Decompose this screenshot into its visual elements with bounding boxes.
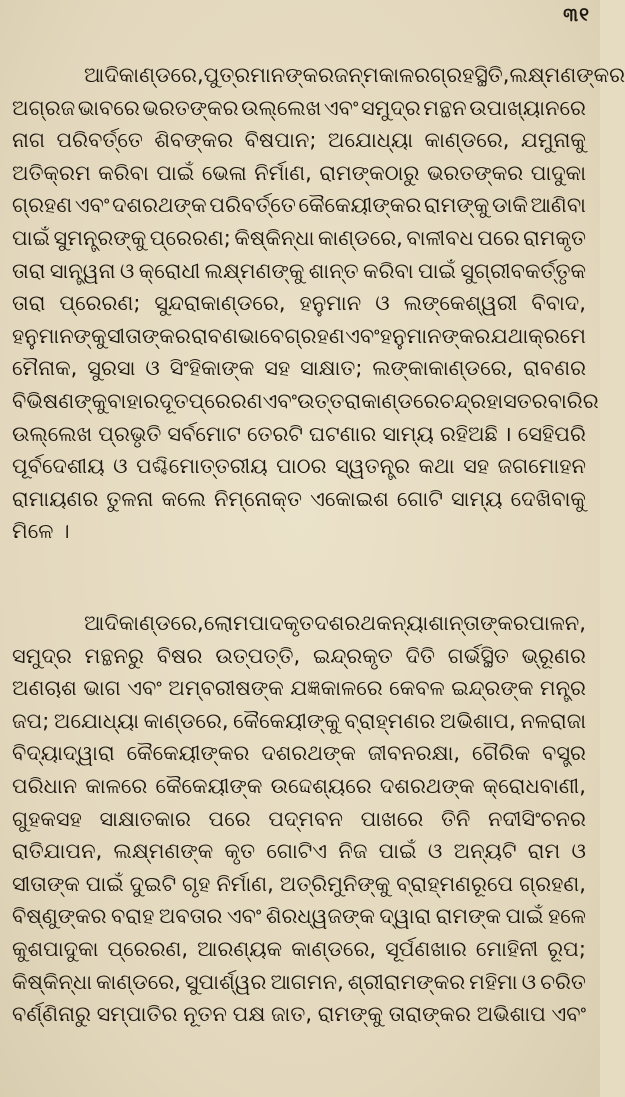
word: ଘଟଣାର: [308, 421, 377, 446]
word: କିଷ୍କିନ୍ଧା: [234, 226, 315, 250]
word: ତରବାରିର: [516, 389, 599, 413]
word: ଭାଗ: [83, 676, 121, 701]
word: ଉତ୍ତରାକାଣ୍ଡରେ: [297, 389, 440, 413]
word: ମହିମା: [469, 969, 518, 994]
word: ସହ: [264, 356, 291, 381]
word: ବିଦ୍ୟାଦ୍ୱାରା: [12, 741, 115, 766]
word: ମନ୍ତ୍ର: [539, 676, 586, 701]
word: ସମ୍ପାତିର: [96, 1002, 178, 1027]
word: ଦଶରଥଙ୍କ: [379, 774, 475, 798]
word: ରହିଅଛି: [439, 421, 498, 446]
word: ପାଇଁ: [417, 258, 456, 283]
word: ମନ୍ଥନରୁ: [84, 643, 144, 668]
word: ରାମଙ୍କ: [435, 904, 502, 929]
word: ଆଣିବା: [530, 193, 586, 218]
word: ଓ: [571, 839, 586, 864]
word: ଶାନ୍ତାଙ୍କର: [428, 611, 529, 635]
word: ରାମଙ୍କଠାରୁ: [319, 160, 420, 185]
text-line: [0, 804, 600, 834]
word: ପ୍ରେରଣ;: [59, 291, 141, 316]
word: କାଣ୍ଡରେ,: [143, 708, 229, 733]
word: ନିର୍ମାଣ,: [216, 871, 274, 896]
word: ଅଯୋଧ୍ୟା: [327, 128, 414, 153]
word: ସାକ୍ଷାତ;: [300, 356, 363, 381]
word: ବିଭିଷଣଙ୍କୁ: [12, 389, 108, 413]
word: ବସ୍ତ୍ର: [542, 741, 586, 766]
text-line: [0, 158, 600, 188]
word: ସାମ୍ୟ: [450, 486, 503, 511]
word: ଚରିତ: [540, 969, 586, 994]
word: ପକ୍ଷ: [232, 1002, 266, 1027]
word: ବାହାର: [107, 389, 160, 413]
word: ରାମଙ୍କୁ: [317, 1002, 383, 1027]
word: ପାଠର: [276, 454, 327, 479]
text-line: [0, 641, 600, 671]
word: ଅଭିଶାପ,: [439, 708, 516, 733]
word: ସୁନ୍ଦରାକାଣ୍ଡରେ,: [154, 291, 286, 316]
word: ସହ: [463, 454, 490, 479]
word: ଭ୍ରୂଣର: [521, 643, 586, 668]
text-line: [0, 451, 600, 481]
word: ଅତିକ୍ରମ: [12, 160, 91, 185]
word: କରିବା: [363, 258, 414, 283]
word: ନଦୀସିଂଚନର: [488, 806, 586, 831]
word: ଅଯୋଧ୍ୟା: [53, 708, 140, 733]
word: ବ୍ରାହ୍ମଣରୂପେ: [396, 871, 514, 896]
word: ନିମ୍ନୋକ୍ତ: [213, 486, 303, 511]
word: ଅବତାର: [158, 904, 223, 929]
word: ନାଗ: [12, 128, 46, 153]
word: ଲକ୍ଷ୍ମଣଙ୍କୁ: [204, 258, 305, 283]
word: ପ୍ରେରଣ: [188, 389, 263, 413]
word: ତାରାଙ୍କର: [388, 1002, 471, 1027]
word: ସାନ୍ତ୍ୱନା: [49, 258, 116, 283]
word: କୃତ: [224, 839, 256, 864]
word: ବାଳୀବଧ: [406, 226, 474, 250]
text-line: [0, 999, 600, 1029]
text-line: [0, 836, 600, 866]
word: ଯଥାକ୍ରମେ: [490, 323, 586, 348]
word: ଗ୍ରହଣ: [12, 193, 73, 218]
word: ସମୁଦ୍ର: [360, 95, 421, 120]
word: ତିନି: [440, 806, 471, 831]
word: କରିବା: [98, 160, 149, 185]
word: ପାଇଁ: [505, 904, 544, 929]
word: ଗ୍ରହଣ: [284, 323, 345, 348]
word: ବିଷ୍ଣୁଙ୍କର: [12, 904, 107, 929]
word: ଏବଂ: [226, 904, 262, 929]
word: ହନୁମାନ: [299, 291, 362, 316]
word: ଯମୁନାକୁ: [520, 128, 586, 153]
word: ବର୍ଣ୍ଣିନାରୁ: [12, 1002, 91, 1027]
word: ନଳରାଜା: [520, 708, 586, 733]
word: ଲକ୍ଷ୍ମଣଙ୍କର: [509, 63, 625, 87]
word: ସୁମନ୍ତ୍ରଙ୍କୁ: [53, 226, 147, 250]
word: କ୍ରୋଧବାଣୀ,: [482, 774, 586, 798]
word: ଦ୍ୱାରା: [379, 904, 432, 929]
word: ଦଶରଥଙ୍କ: [112, 193, 207, 218]
word: ମୋହିନୀ: [475, 937, 539, 961]
text-line: [0, 934, 600, 964]
word: ଅଣଚାଶ: [12, 676, 77, 701]
text-line: [0, 771, 600, 801]
word: ରାବଣର: [523, 356, 586, 381]
word: ଡାକି: [492, 193, 528, 218]
text-line: [0, 125, 600, 155]
text-line: ମିଳେ ।: [12, 519, 70, 544]
word: ଓ: [375, 291, 390, 316]
word: ଶିରଧ୍ୱଜଙ୍କ: [265, 904, 375, 929]
word: ଜନ୍ମକାଳର: [334, 63, 431, 87]
word: ଗୃହ: [182, 871, 211, 896]
word: କନ୍ୟା: [376, 611, 429, 635]
word: ପୁତ୍ରମାନଙ୍କର: [203, 63, 335, 87]
word: ଗୈରିକ: [472, 741, 531, 766]
word: ପାଇଁ: [85, 871, 124, 896]
word: ଜପ;: [12, 708, 50, 733]
word: ତେରଟି: [246, 421, 303, 446]
text-line: [0, 256, 600, 286]
word: ପ୍ରେରଣ;: [149, 226, 231, 250]
word: ରାମକୃତ: [523, 226, 586, 250]
word: କଥା: [418, 454, 455, 479]
word: ଦୁଇଟି: [129, 871, 177, 896]
word: ଇନ୍ଦ୍ରକୃତ: [312, 643, 393, 668]
word: ଏବଂ: [74, 193, 110, 218]
word: ଗୋଟି: [396, 486, 443, 511]
word: ଏବଂ: [551, 1002, 586, 1027]
word: କୁଶପାଦୁକା: [12, 937, 99, 961]
word: ଗ୍ରହସ୍ଥିତି,: [430, 63, 510, 87]
word: ଅଭିଶାପ: [476, 1002, 546, 1027]
word: ଏକୋଇଶ: [310, 486, 389, 511]
word: ସୂର୍ପଣଖାର: [385, 937, 467, 961]
word: କୈକେୟୀଙ୍କୁ: [233, 708, 340, 733]
word: ଓ: [427, 839, 443, 864]
word: ପଦ୍ମବନ: [268, 806, 343, 831]
word: ଦିତି: [405, 643, 435, 668]
word: ଉଲ୍ଲେଖ: [12, 421, 93, 446]
word: ବ୍ରାହ୍ମଣର: [344, 708, 436, 733]
word: ଉତ୍ପତ୍ତି,: [215, 643, 301, 668]
word: କେବଳ: [389, 676, 445, 701]
word: କାଳରେ: [85, 774, 148, 798]
word: ପାଦୁକା: [530, 160, 586, 185]
word: ହଳେ: [548, 904, 586, 929]
text-line: [0, 288, 600, 318]
word: ଲକ୍ଷ୍ମଣଙ୍କ: [113, 839, 214, 864]
word: ଅମ୍ବରୀଷଙ୍କ: [168, 676, 284, 701]
word: ଲୋମପାଦକୃତ: [203, 611, 315, 635]
word: କାଣ୍ଡରେ,: [291, 937, 377, 961]
word: ପାଳନ,: [529, 611, 586, 635]
word: ରାମଙ୍କୁ: [424, 193, 490, 218]
text-line: [0, 738, 600, 768]
word: ମୈନାକ,: [12, 356, 78, 381]
word: ଦୂତ: [159, 389, 189, 413]
word: ଗ୍ରହଣ,: [519, 871, 586, 896]
word: ସେହିପରି: [517, 421, 586, 446]
word: ବିଷର: [156, 643, 203, 668]
text-line: [0, 223, 600, 253]
word: ସ୍ୱତନ୍ତ୍ର: [335, 454, 411, 479]
word: ଆଦିକାଣ୍ଡରେ,: [84, 63, 204, 87]
word: ଏବଂ: [345, 323, 380, 348]
word: ଏବଂ: [323, 95, 359, 120]
word: ପରେ: [477, 226, 520, 250]
text-line: [0, 967, 600, 997]
word: ରାତିଯାପନ,: [12, 839, 103, 864]
text-line: [0, 608, 600, 638]
word: ପରିବର୍ତ୍ତେ: [56, 128, 143, 153]
word: ଦଶରଥ: [314, 611, 377, 635]
text-line: [0, 869, 600, 899]
word: ଗୁହକସହ: [12, 806, 82, 831]
word: ସୁରସା: [87, 356, 136, 381]
word: କିଷ୍କିନ୍ଧା: [12, 969, 93, 994]
word: ପଶ୍ଚିମୋତ୍ତରୀୟ: [136, 454, 268, 479]
word: ସମୁଦ୍ର: [12, 643, 72, 668]
word: ସୁପାର୍ଶ୍ୱର: [184, 969, 267, 994]
word: ଭେଳା: [201, 160, 247, 185]
word: ମନ୍ଥନ: [423, 95, 467, 120]
word: ରୂପ;: [547, 937, 586, 961]
word: କଲେ: [161, 486, 206, 511]
text-line: [0, 321, 600, 351]
word: କାଣ୍ଡରେ,: [424, 128, 510, 153]
word: ସାକ୍ଷାତକାର: [99, 806, 191, 831]
text-line: [0, 386, 600, 416]
word: ଭରତଙ୍କର: [142, 95, 239, 120]
word: ଦେଖିବାକୁ: [510, 486, 586, 511]
word: ପୂର୍ବଦେଶୀୟ: [12, 454, 105, 479]
text-line: [0, 93, 600, 123]
word: ଲଙ୍କେଶ୍ୱରୀ: [403, 291, 518, 316]
word: ଲଙ୍କାକାଣ୍ଡରେ,: [372, 356, 514, 381]
word: ଆରଣ୍ୟକ: [197, 937, 283, 961]
word: କୈକେୟୀଙ୍କ: [155, 774, 263, 798]
word: ଇନ୍ଦ୍ରଙ୍କ: [451, 676, 534, 701]
word: ସାମ୍ୟ: [382, 421, 434, 446]
word: ଜୀବନରକ୍ଷା,: [367, 741, 461, 766]
word: ଗର୍ଭସ୍ଥିତ: [447, 643, 509, 668]
word: ଓ: [119, 258, 135, 283]
word: ଶ୍ରୀରାମଙ୍କର: [347, 969, 466, 994]
word: ବିଷପାନ;: [244, 128, 317, 153]
word: ଅଗ୍ରଜ: [12, 95, 76, 120]
word: ରାମ: [527, 839, 561, 864]
word: ଶାନ୍ତ: [308, 258, 359, 283]
word: ନିଜ: [338, 839, 368, 864]
text-line: [0, 60, 625, 90]
word: ତାରା: [12, 258, 46, 283]
word: ସୁଗ୍ରୀବକର୍ତ୍ତୃକ: [460, 258, 586, 283]
word: ଆଦିକାଣ୍ଡରେ,: [84, 611, 204, 635]
word: ଓ: [145, 356, 160, 381]
word: କାଣ୍ଡରେ,: [96, 969, 181, 994]
word: ପାଖରେ: [360, 806, 424, 831]
word: ହନୁମାନଙ୍କର: [379, 323, 491, 348]
word: ପାଇଁ: [156, 160, 195, 185]
word: ଅତ୍ରିମୁନିଙ୍କୁ: [279, 871, 391, 896]
word: ଏବଂ: [262, 389, 298, 413]
word: ଅନ୍ୟଟି: [453, 839, 517, 864]
word: ଯଜ୍ଞକାଳରେ: [290, 676, 383, 701]
text-line: [0, 706, 600, 736]
word: ଭାବରେ: [77, 95, 140, 120]
word: ପାଇଁ: [378, 839, 417, 864]
word: ହନୁମାନଙ୍କୁ: [12, 323, 107, 348]
word: ନୂତନ: [183, 1002, 227, 1027]
text-line: [0, 673, 600, 703]
word: ସର୍ବମୋଟ: [167, 421, 241, 446]
word: ଜଗମୋହନ: [497, 454, 586, 479]
page-number: ୩୧: [563, 4, 590, 26]
word: ରାମାୟଣର: [12, 486, 99, 511]
word: ରାବଣଭାବେ: [191, 323, 285, 348]
word: ପ୍ରଭୃତି: [98, 421, 162, 446]
word: କୈକେୟୀଙ୍କର: [126, 741, 250, 766]
word: ପରିଧାନ: [12, 774, 78, 798]
word: ପରିବର୍ତ୍ତେ: [209, 193, 296, 218]
word: ନିର୍ମାଣ,: [254, 160, 312, 185]
word: ପରେ: [208, 806, 251, 831]
word: ଶିବଙ୍କର: [154, 128, 234, 153]
word: ।: [503, 421, 512, 446]
word: ଭରତଙ୍କର: [426, 160, 524, 185]
word: ବିବାଦ,: [531, 291, 586, 316]
word: ସୀତାଙ୍କ: [12, 871, 80, 896]
text-line: [0, 419, 600, 449]
word: ସିଂହିକାଙ୍କ: [169, 356, 255, 381]
word: ଏବଂ: [127, 676, 162, 701]
word: ତୁଳନା: [106, 486, 154, 511]
word: ଜାତ,: [271, 1002, 312, 1027]
word: ସୀତାଙ୍କର: [106, 323, 191, 348]
word: କ୍ରୋଧୀ: [138, 258, 201, 283]
word: ଓ: [113, 454, 128, 479]
word: ତାରା: [12, 291, 46, 316]
word: ପ୍ରେରଣ,: [107, 937, 189, 961]
text-line: [0, 353, 600, 383]
word: ଚନ୍ଦ୍ରହାସ: [439, 389, 517, 413]
word: ଆଗମନ,: [270, 969, 344, 994]
word: କାଣ୍ଡରେ,: [317, 226, 403, 250]
word: ଉଦ୍ଦେଶ୍ୟରେ: [270, 774, 372, 798]
word: ପାଇଁ: [12, 226, 50, 250]
word: ଦଶରଥଙ୍କ: [261, 741, 356, 766]
text-line: [0, 901, 600, 931]
word: ଉପାଖ୍ୟାନରେ: [469, 95, 586, 120]
text-line: [0, 484, 600, 514]
word: ବରାହ: [111, 904, 155, 929]
word: ଓ: [521, 969, 537, 994]
text-line: [0, 190, 600, 220]
word: କୈକେୟୀଙ୍କର: [298, 193, 422, 218]
word: ଗୋଟିଏ: [266, 839, 328, 864]
word: ଉଲ୍ଲେଖ: [241, 95, 322, 120]
